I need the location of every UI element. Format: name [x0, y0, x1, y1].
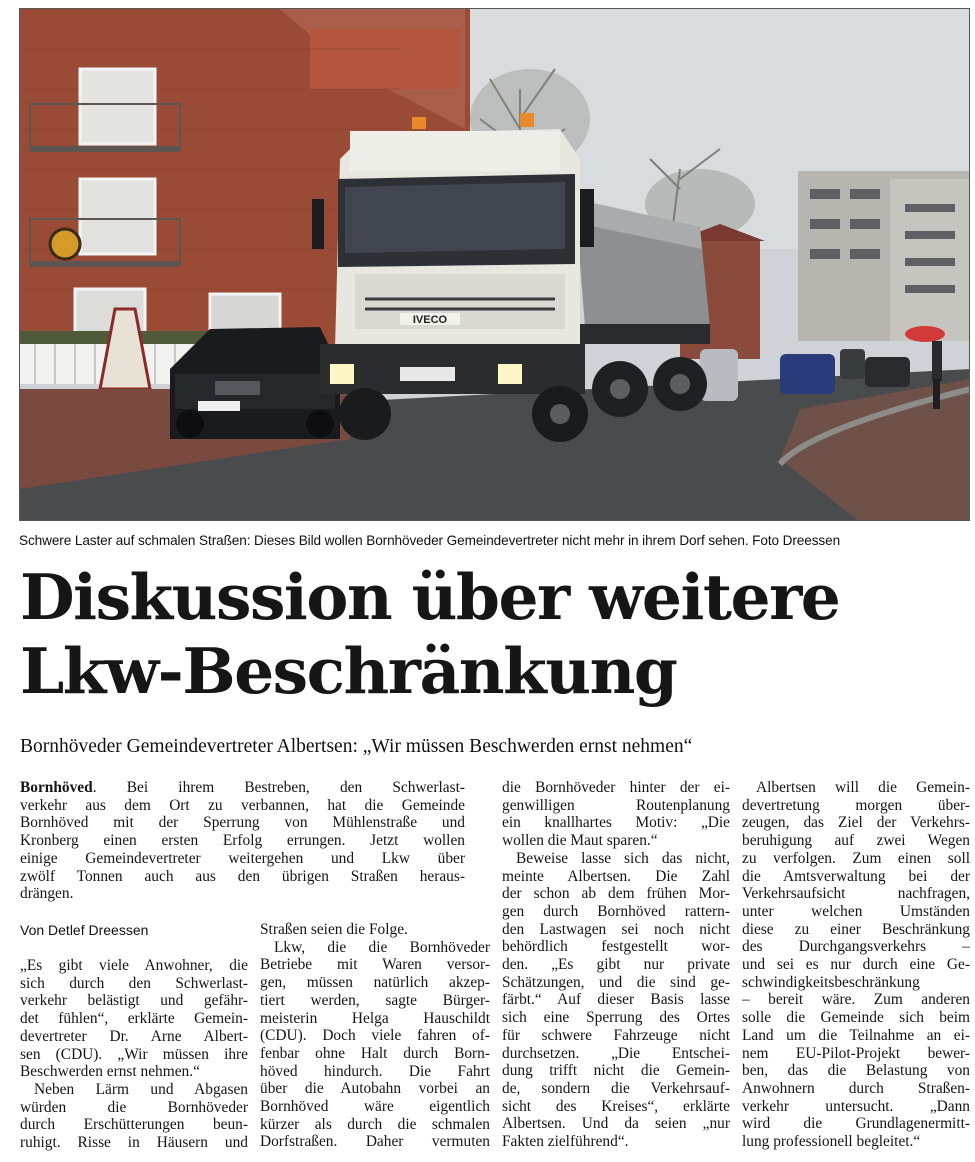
column-line: solle die Gemeinde sich beim [742, 1009, 970, 1027]
column-line: die Bornhöveder hinter der ei- [502, 779, 730, 796]
column-line: wollen die Maut sparen.“ [502, 832, 658, 850]
article-column-4 [742, 779, 970, 1151]
column-line: sen (CDU). „Wir müssen ihre [20, 1045, 248, 1063]
column-line: (CDU). Doch viele fahren of- [260, 1027, 490, 1045]
column-line: schwindigkeitsbeschränkung [742, 973, 920, 991]
column-line: Dorfstraßen. Daher vermuten [260, 1133, 490, 1151]
column-line: diese zu einer Beschränkung [742, 920, 970, 938]
column-line: ruhigt. Risse in Häusern und [20, 1134, 248, 1152]
column-line: devertretung morgen über- [742, 796, 970, 814]
column-line: Albertsen. Und da seien „nur [502, 1115, 730, 1133]
article-column-3 [502, 779, 730, 1151]
column-line: ben, das die Belastung von [742, 1062, 970, 1080]
column-line: sicht des Kreises“, erklärte [502, 1097, 730, 1115]
column-line: meisterin Helga Hauschildt [260, 1009, 490, 1027]
column-line: Straßen seien die Folge. [260, 921, 408, 938]
column-line: der schon ab dem frühen Mor- [502, 885, 730, 903]
lead-line: verkehr aus dem Ort zu verbannen, hat die Gemeinde [20, 796, 465, 814]
column-line: – bereit wäre. Zum anderen [742, 991, 970, 1009]
column-line: den Lastwagen sei noch nicht [502, 920, 730, 938]
column-line: Beweise lasse sich das nicht, [516, 849, 730, 867]
column-line: genwilligen Routenplanung [502, 796, 730, 814]
column-line: wird die Grundlagenermitt- [742, 1115, 970, 1133]
lead-line: drängen. [20, 885, 74, 903]
column-line: würden die Bornhöveder [20, 1098, 248, 1116]
subheadline: Bornhöveder Gemeindevertreter Albertsen: „Wir müssen Beschwerden ernst nehmen“ [20, 736, 693, 757]
column-line: fenbar ohne Halt durch Born- [260, 1044, 490, 1062]
column-line: Fakten zielführend“. [502, 1133, 629, 1151]
column-line: und sei es nur durch eine Ge- [742, 956, 970, 974]
column-line: unter welchen Umständen [742, 902, 970, 920]
article-column-1 [20, 957, 248, 1152]
column-line: färbt.“ Auf dieser Basis lasse [502, 991, 730, 1009]
column-line: sich eine Sperrung des Ortes [502, 1009, 730, 1027]
column-line: Verkehrsaufsicht nachfragen, [742, 885, 970, 903]
column-line: Neben Lärm und Abgasen [34, 1080, 248, 1098]
column-line: Bornhöved wäre eigentlich [260, 1098, 490, 1116]
column-line: die Amtsverwaltung bei der [742, 867, 970, 885]
dateline: Bornhöved [20, 779, 93, 796]
headline-line: Diskussion über weitere [20, 560, 840, 634]
column-line: beruhigung auf zwei Wegen [742, 832, 970, 850]
column-line: verkehr belästigt und gefähr- [20, 992, 248, 1010]
lead-line: zwölf Tonnen auch aus den übrigen Straßen heraus- [20, 867, 465, 885]
column-line: lung professionell begleitet.“ [742, 1133, 921, 1151]
column-line: durchsetzen. „Die Entschei- [502, 1044, 730, 1062]
lead-line: Bornhöved mit der Sperrung von Mühlenstraße und [20, 814, 465, 832]
headline-line: Lkw-Beschränkung [20, 634, 677, 708]
column-line: tiert werden, sagte Bürger- [260, 991, 490, 1009]
headline [20, 560, 960, 708]
column-line: Betriebe mit Waren versor- [260, 956, 490, 974]
column-line: nem EU-Pilot-Projekt bewer- [742, 1044, 970, 1062]
photo-caption: Schwere Laster auf schmalen Straßen: Dieses Bild wollen Bornhöveder Gemeindevertreter nicht mehr in ihrem Dorf sehen. Foto Dreessen [19, 533, 841, 548]
column-line: meinte Albertsen. Die Zahl [502, 867, 730, 885]
column-line: Land um die Teilnahme an ei- [742, 1026, 970, 1044]
column-line: den. „Es gibt nur private [502, 956, 730, 974]
column-line: ein knallhartes Motiv: „Die [502, 814, 730, 832]
column-line: des Durchgangsverkehrs – [742, 938, 970, 956]
article-column-2 [260, 921, 490, 1151]
column-line: dung trifft nicht die Gemein- [502, 1062, 730, 1080]
column-line: gen, müssen natürlich akzep- [260, 974, 490, 992]
truck-brand-label: IVECO [412, 314, 448, 326]
column-line: für schwere Fahrzeuge nicht [502, 1026, 730, 1044]
column-line: gen durch Bornhöved rattern- [502, 902, 730, 920]
column-line: höved hindurch. Die Fahrt [260, 1062, 490, 1080]
column-line: Anwohnern durch Straßen- [742, 1079, 970, 1097]
column-line: de, sondern die Verkehrsauf- [502, 1079, 730, 1097]
column-line: Albertsen will die Gemein- [756, 779, 970, 796]
byline: Von Detlef Dreessen [20, 922, 149, 938]
article-photo [19, 8, 970, 521]
column-line: Beschwerden ernst nehmen.“ [20, 1063, 200, 1081]
column-line: zu verfolgen. Zum einen soll [742, 849, 970, 867]
column-line: Lkw, die die Bornhöveder [274, 938, 490, 956]
column-line: verkehr untersucht. „Dann [742, 1097, 970, 1115]
lead-line: einige Gemeindevertreter weitergehen und Lkw über [20, 849, 465, 867]
column-line: Schätzungen, und die sind ge- [502, 973, 730, 991]
lead-line: Kronberg einen ersten Erfolg errungen. Jetzt wollen [20, 832, 465, 850]
column-line: durch Erschütterungen beun- [20, 1116, 248, 1134]
lead-line: Bornhöved. Bei ihrem Bestreben, den Schwerlast- [20, 779, 465, 796]
column-line: devertreter Dr. Arne Albert- [20, 1027, 248, 1045]
column-line: zeugen, das Ziel der Verkehrs- [742, 814, 970, 832]
column-line: über die Autobahn vorbei an [260, 1080, 490, 1098]
column-line: det fühlen“, erklärte Gemein- [20, 1010, 248, 1028]
column-line: kürzer als durch die schmalen [260, 1115, 490, 1133]
lead-paragraph [20, 779, 465, 903]
column-line: sich durch den Schwerlast- [20, 974, 248, 992]
column-line: behördlich festgestellt wor- [502, 938, 730, 956]
column-line: „Es gibt viele Anwohner, die [20, 957, 248, 974]
